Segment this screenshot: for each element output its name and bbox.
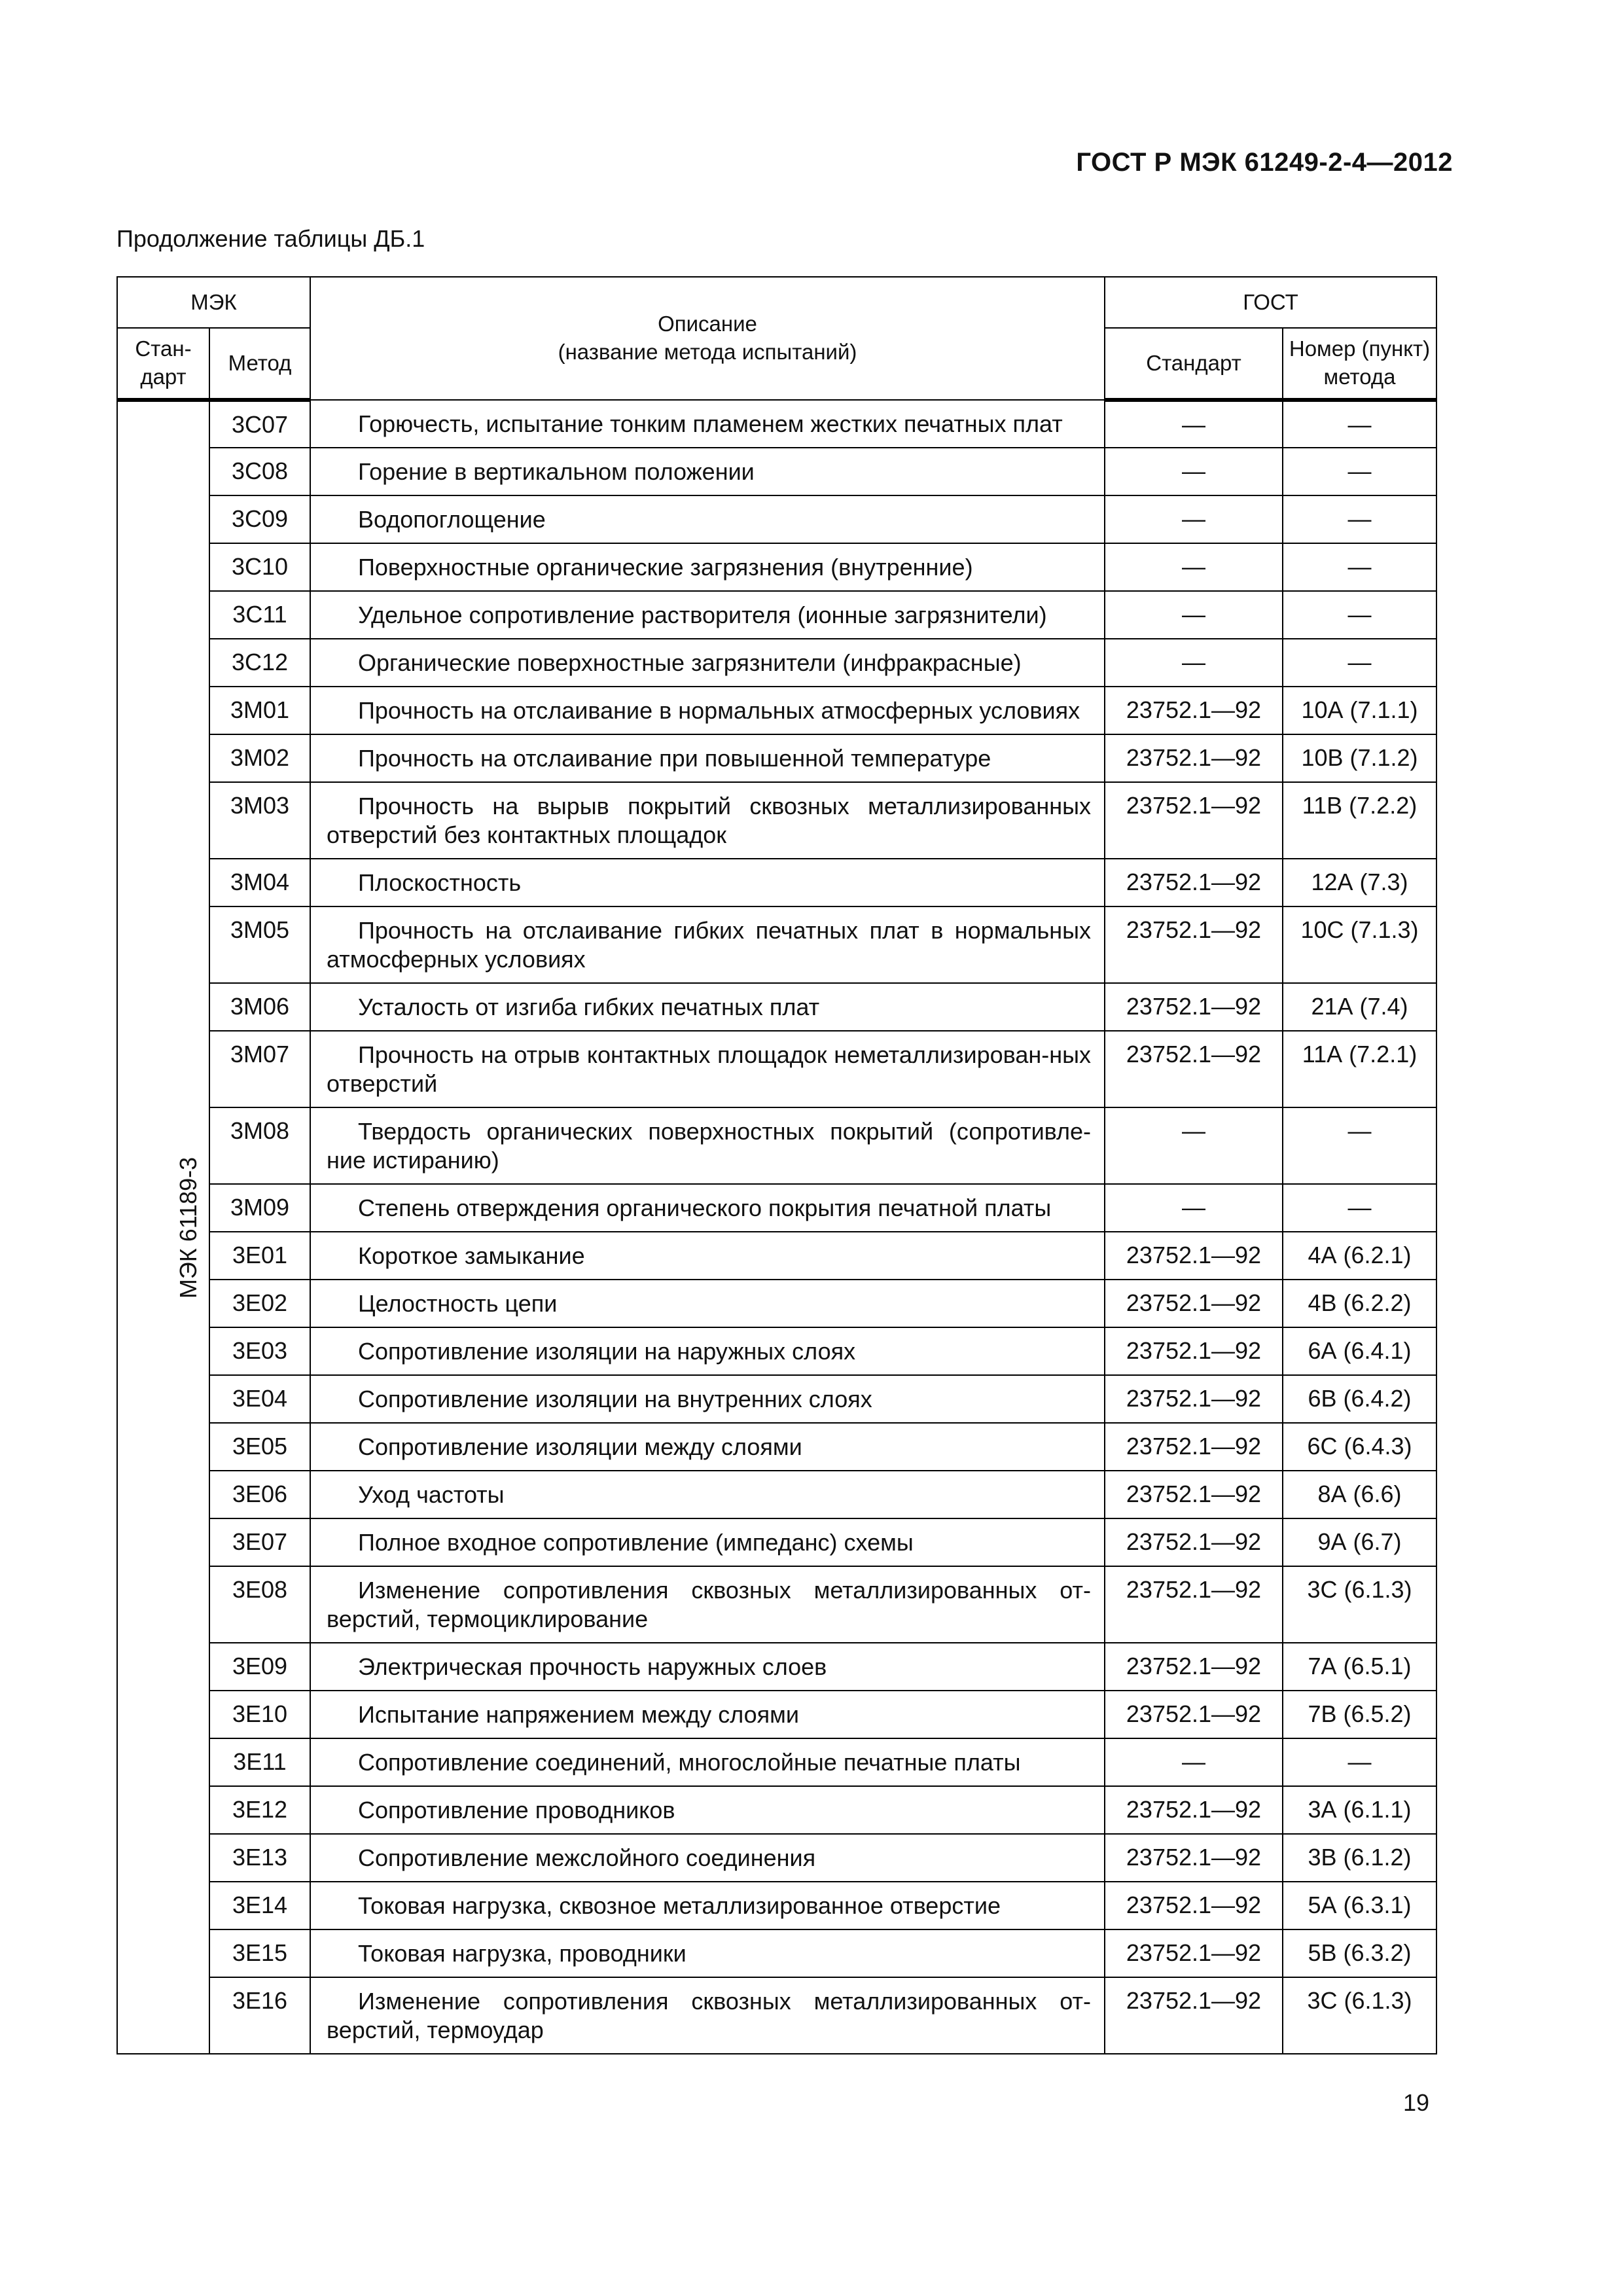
table-row (117, 1375, 1436, 1423)
header-gost: ГОСТ (1105, 277, 1436, 328)
gost-method-number-cell: 11В (7.2.2) (1283, 782, 1436, 859)
description-cell (310, 983, 1105, 1031)
table-row (117, 1786, 1436, 1834)
method-code-cell: 3C10 (209, 543, 310, 591)
method-code-cell: 3C11 (209, 591, 310, 639)
gost-standard-cell: — (1105, 1738, 1283, 1786)
description-cell-text: Токовая нагрузка, проводники (358, 1940, 687, 1967)
description-cell-text: Уход частоты (358, 1481, 505, 1508)
description-cell (310, 1691, 1105, 1738)
gost-method-number-cell: 3В (6.1.2) (1283, 1834, 1436, 1882)
gost-method-number-cell: — (1283, 448, 1436, 495)
gost-method-number-cell: 10С (7.1.3) (1283, 906, 1436, 983)
table-row (117, 1107, 1436, 1184)
description-cell (310, 448, 1105, 495)
description-cell (310, 639, 1105, 687)
table-row (117, 1566, 1436, 1643)
method-code-cell: 3M06 (209, 983, 310, 1031)
method-code-cell: 3M08 (209, 1107, 310, 1184)
gost-standard-cell: 23752.1—92 (1105, 1566, 1283, 1643)
gost-method-number-cell: — (1283, 591, 1436, 639)
table-body (117, 400, 1436, 2054)
gost-method-number-cell: — (1283, 543, 1436, 591)
gost-method-number-cell: 10В (7.1.2) (1283, 734, 1436, 782)
gost-method-number-cell: 4В (6.2.2) (1283, 1280, 1436, 1327)
gost-standard-cell: 23752.1—92 (1105, 1977, 1283, 2054)
method-code-cell: 3M01 (209, 687, 310, 734)
gost-method-number-cell: 6А (6.4.1) (1283, 1327, 1436, 1375)
gost-method-number-cell: 8А (6.6) (1283, 1471, 1436, 1518)
gost-method-number-cell: 12А (7.3) (1283, 859, 1436, 906)
method-code-cell: 3E15 (209, 1929, 310, 1977)
description-cell (310, 1518, 1105, 1566)
description-cell (310, 543, 1105, 591)
description-cell-text: Испытание напряжением между слоями (358, 1701, 799, 1728)
table-continuation-label: Продолжение таблицы ДБ.1 (116, 225, 425, 252)
gost-standard-cell: — (1105, 639, 1283, 687)
gost-method-number-cell: — (1283, 1107, 1436, 1184)
gost-method-number-cell: — (1283, 400, 1436, 448)
method-code-cell: 3E06 (209, 1471, 310, 1518)
method-code-cell: 3E07 (209, 1518, 310, 1566)
method-code-cell: 3M04 (209, 859, 310, 906)
table-row (117, 782, 1436, 859)
description-cell (310, 1882, 1105, 1929)
description-cell-text: Сопротивление межслойного соединения (358, 1844, 816, 1871)
table-row (117, 1882, 1436, 1929)
description-cell-text: Усталость от изгиба гибких печатных плат (358, 994, 820, 1020)
table-row (117, 1738, 1436, 1786)
gost-standard-cell: — (1105, 1107, 1283, 1184)
gost-standard-cell: — (1105, 448, 1283, 495)
description-cell-text: Токовая нагрузка, сквозное металлизированное отверстие (358, 1892, 1001, 1919)
gost-method-number-cell: 10А (7.1.1) (1283, 687, 1436, 734)
method-code-cell: 3C08 (209, 448, 310, 495)
description-cell-text: Прочность на отслаивание гибких печатных плат в нормальных атмосферных условиях (327, 917, 1091, 973)
gost-standard-cell: 23752.1—92 (1105, 782, 1283, 859)
gost-standard-cell: 23752.1—92 (1105, 1786, 1283, 1834)
gost-method-number-cell: — (1283, 1738, 1436, 1786)
table-row (117, 400, 1436, 448)
group-standard-cell (117, 400, 209, 2054)
table-row (117, 543, 1436, 591)
gost-standard-cell: 23752.1—92 (1105, 1327, 1283, 1375)
table-row (117, 906, 1436, 983)
gost-method-number-cell: 6С (6.4.3) (1283, 1423, 1436, 1471)
description-cell (310, 687, 1105, 734)
gost-method-number-cell: 5В (6.3.2) (1283, 1929, 1436, 1977)
description-cell-text: Сопротивление изоляции между слоями (358, 1433, 802, 1460)
gost-method-number-cell: — (1283, 1184, 1436, 1232)
description-cell (310, 1786, 1105, 1834)
method-code-cell: 3E16 (209, 1977, 310, 2054)
method-code-cell: 3E13 (209, 1834, 310, 1882)
description-cell (310, 1566, 1105, 1643)
gost-method-number-cell: 3А (6.1.1) (1283, 1786, 1436, 1834)
gost-standard-cell: 23752.1—92 (1105, 1929, 1283, 1977)
description-cell-text: Целостность цепи (358, 1290, 558, 1317)
table-row (117, 734, 1436, 782)
table-row (117, 1977, 1436, 2054)
table-row (117, 687, 1436, 734)
gost-standard-cell: 23752.1—92 (1105, 1375, 1283, 1423)
gost-standard-cell: 23752.1—92 (1105, 1882, 1283, 1929)
description-cell-text: Электрическая прочность наружных слоев (358, 1653, 827, 1680)
table-row (117, 1929, 1436, 1977)
table-row (117, 1280, 1436, 1327)
gost-standard-cell: — (1105, 1184, 1283, 1232)
description-cell-text: Горение в вертикальном положении (358, 458, 755, 485)
description-cell (310, 1423, 1105, 1471)
description-cell-text: Прочность на отрыв контактных площадок неметаллизирован-ных отверстий (327, 1041, 1091, 1097)
document-title: ГОСТ Р МЭК 61249-2-4—2012 (1076, 148, 1453, 177)
description-cell (310, 1327, 1105, 1375)
description-cell (310, 1107, 1105, 1184)
gost-standard-cell: 23752.1—92 (1105, 1643, 1283, 1691)
gost-standard-cell: 23752.1—92 (1105, 687, 1283, 734)
header-iec-method: Метод (209, 328, 310, 400)
description-cell (310, 1232, 1105, 1280)
table-row (117, 1518, 1436, 1566)
gost-standard-cell: 23752.1—92 (1105, 1031, 1283, 1107)
method-code-cell: 3C09 (209, 495, 310, 543)
description-cell (310, 1280, 1105, 1327)
gost-method-number-cell: 21А (7.4) (1283, 983, 1436, 1031)
header-iec-standard: Стан- дарт (117, 328, 209, 400)
group-standard-label: МЭК 61189-3 (175, 1157, 202, 1299)
gost-standard-cell: 23752.1—92 (1105, 983, 1283, 1031)
gost-method-number-cell: 6В (6.4.2) (1283, 1375, 1436, 1423)
description-cell-text: Прочность на отслаивание при повышенной температуре (358, 745, 991, 772)
table-row (117, 1691, 1436, 1738)
table-row (117, 591, 1436, 639)
header-description: Описание (название метода испытаний) (310, 277, 1105, 400)
method-code-cell: 3M03 (209, 782, 310, 859)
method-code-cell: 3E10 (209, 1691, 310, 1738)
gost-standard-cell: 23752.1—92 (1105, 1280, 1283, 1327)
gost-method-number-cell: 11А (7.2.1) (1283, 1031, 1436, 1107)
description-cell-text: Прочность на отслаивание в нормальных атмосферных условиях (358, 697, 1080, 724)
method-code-cell: 3E01 (209, 1232, 310, 1280)
table-row (117, 859, 1436, 906)
method-code-cell: 3E04 (209, 1375, 310, 1423)
description-cell-text: Сопротивление изоляции на наружных слоях (358, 1338, 856, 1365)
description-cell-text: Горючесть, испытание тонким пламенем жестких печатных плат (358, 410, 1063, 437)
gost-method-number-cell: 9А (6.7) (1283, 1518, 1436, 1566)
header-gost-standard: Стандарт (1105, 328, 1283, 400)
gost-method-number-cell: — (1283, 639, 1436, 687)
description-cell-text: Плоскостность (358, 869, 522, 896)
description-cell-text: Водопоглощение (358, 506, 546, 533)
description-cell-text: Сопротивление изоляции на внутренних слоях (358, 1386, 872, 1412)
gost-method-number-cell: 4А (6.2.1) (1283, 1232, 1436, 1280)
table-row (117, 983, 1436, 1031)
description-cell (310, 906, 1105, 983)
description-cell-text: Удельное сопротивление растворителя (ионные загрязнители) (358, 601, 1047, 628)
description-cell-text: Изменение сопротивления сквозных металлизированных от-верстий, термоудар (327, 1988, 1091, 2043)
table-row (117, 639, 1436, 687)
gost-standard-cell: — (1105, 400, 1283, 448)
method-code-cell: 3E03 (209, 1327, 310, 1375)
description-cell-text: Прочность на вырыв покрытий сквозных металлизированных отверстий без контактных площадок (327, 793, 1091, 848)
table-row (117, 1423, 1436, 1471)
description-cell (310, 734, 1105, 782)
description-cell-text: Полное входное сопротивление (импеданс) схемы (358, 1529, 914, 1556)
description-cell-text: Твердость органических поверхностных покрытий (сопротивле-ние истиранию) (327, 1118, 1091, 1174)
description-cell (310, 1031, 1105, 1107)
description-cell (310, 1977, 1105, 2054)
description-cell (310, 400, 1105, 448)
description-cell (310, 1375, 1105, 1423)
description-cell (310, 782, 1105, 859)
gost-standard-cell: — (1105, 591, 1283, 639)
description-cell-text: Органические поверхностные загрязнители (инфракрасные) (358, 649, 1022, 676)
gost-method-number-cell: 7А (6.5.1) (1283, 1643, 1436, 1691)
gost-standard-cell: 23752.1—92 (1105, 1691, 1283, 1738)
method-code-cell: 3M05 (209, 906, 310, 983)
gost-method-number-cell: 3С (6.1.3) (1283, 1566, 1436, 1643)
methods-table (116, 276, 1437, 2054)
description-cell (310, 1643, 1105, 1691)
method-code-cell: 3E11 (209, 1738, 310, 1786)
gost-standard-cell: 23752.1—92 (1105, 1423, 1283, 1471)
gost-standard-cell: — (1105, 495, 1283, 543)
description-cell (310, 1834, 1105, 1882)
method-code-cell: 3C07 (209, 400, 310, 448)
description-cell-text: Изменение сопротивления сквозных металлизированных от-верстий, термоциклирование (327, 1577, 1091, 1632)
gost-method-number-cell: 5А (6.3.1) (1283, 1882, 1436, 1929)
table-row (117, 1232, 1436, 1280)
gost-standard-cell: — (1105, 543, 1283, 591)
table-row (117, 495, 1436, 543)
table-row (117, 1184, 1436, 1232)
gost-method-number-cell: 7В (6.5.2) (1283, 1691, 1436, 1738)
table-row (117, 1643, 1436, 1691)
description-cell (310, 859, 1105, 906)
gost-method-number-cell: — (1283, 495, 1436, 543)
page-number: 19 (1402, 2089, 1429, 2116)
method-code-cell: 3M07 (209, 1031, 310, 1107)
description-cell-text: Короткое замыкание (358, 1242, 585, 1269)
method-code-cell: 3E12 (209, 1786, 310, 1834)
description-cell (310, 591, 1105, 639)
table-row (117, 1031, 1436, 1107)
description-cell-text: Сопротивление соединений, многослойные печатные платы (358, 1749, 1021, 1776)
table-row (117, 1327, 1436, 1375)
gost-method-number-cell: 3С (6.1.3) (1283, 1977, 1436, 2054)
method-code-cell: 3E08 (209, 1566, 310, 1643)
method-code-cell: 3C12 (209, 639, 310, 687)
table-row (117, 1834, 1436, 1882)
method-code-cell: 3E02 (209, 1280, 310, 1327)
header-iec: МЭК (117, 277, 310, 328)
method-code-cell: 3E09 (209, 1643, 310, 1691)
description-cell (310, 495, 1105, 543)
table-row (117, 1471, 1436, 1518)
description-cell-text: Поверхностные органические загрязнения (внутренние) (358, 554, 973, 581)
method-code-cell: 3M09 (209, 1184, 310, 1232)
gost-standard-cell: 23752.1—92 (1105, 1834, 1283, 1882)
description-cell (310, 1184, 1105, 1232)
gost-standard-cell: 23752.1—92 (1105, 1518, 1283, 1566)
description-cell-text: Степень отверждения органического покрытия печатной платы (358, 1194, 1052, 1221)
gost-standard-cell: 23752.1—92 (1105, 1232, 1283, 1280)
gost-standard-cell: 23752.1—92 (1105, 859, 1283, 906)
table-row (117, 448, 1436, 495)
method-code-cell: 3E14 (209, 1882, 310, 1929)
description-cell-text: Сопротивление проводников (358, 1797, 675, 1823)
method-code-cell: 3M02 (209, 734, 310, 782)
description-cell (310, 1471, 1105, 1518)
description-cell (310, 1929, 1105, 1977)
description-cell (310, 1738, 1105, 1786)
gost-standard-cell: 23752.1—92 (1105, 906, 1283, 983)
header-gost-number: Номер (пункт) метода (1283, 328, 1436, 400)
gost-standard-cell: 23752.1—92 (1105, 1471, 1283, 1518)
method-code-cell: 3E05 (209, 1423, 310, 1471)
gost-standard-cell: 23752.1—92 (1105, 734, 1283, 782)
